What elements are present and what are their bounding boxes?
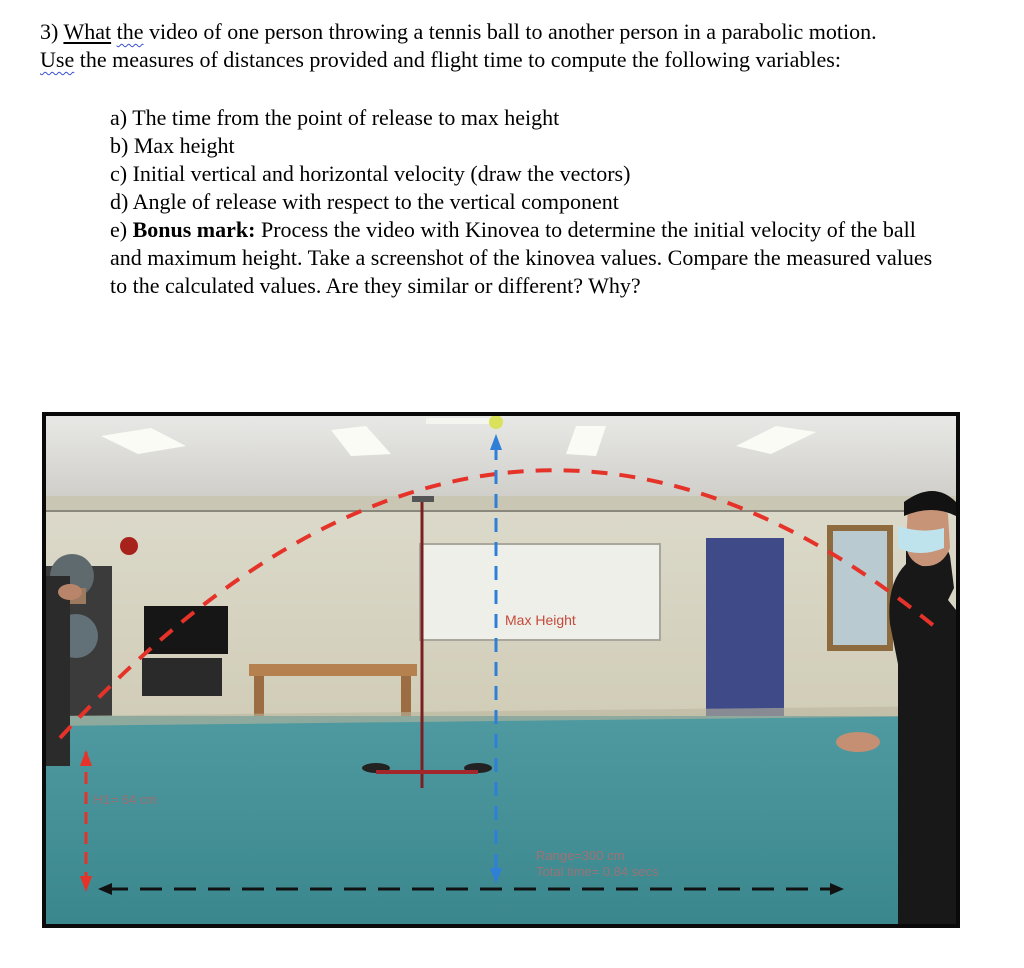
question-line-1-rest: video of one person throwing a tennis ball to another person in a parabolic motion. — [148, 19, 877, 44]
sub-question-e-prefix: e) — [110, 217, 133, 242]
question-block — [40, 18, 1000, 74]
sub-question-a: a) The time from the point of release to max height — [110, 105, 560, 130]
television — [144, 606, 228, 654]
question-word-the: the — [116, 19, 144, 44]
max-height-label: Max Height — [505, 612, 576, 628]
question-line-2 — [40, 46, 1000, 74]
h1-label: H1= 64 cm — [94, 792, 158, 807]
question-number: 3) — [40, 19, 59, 44]
floor — [46, 716, 956, 924]
total-time-label: Total time= 0.84 secs — [536, 864, 659, 879]
sub-question-e — [110, 216, 950, 300]
question-line-1 — [40, 18, 1000, 46]
question-line-2-rest: the measures of distances provided and flight time to compute the following variables: — [79, 47, 841, 72]
fire-alarm-bell — [120, 537, 138, 555]
wooden-bench — [249, 664, 417, 676]
sub-question-c: c) Initial vertical and horizontal velocity (draw the vectors) — [110, 161, 631, 186]
blue-door — [706, 538, 784, 718]
gym-photo — [42, 412, 960, 928]
gym-scene — [46, 416, 956, 924]
ceiling — [46, 416, 956, 496]
thrower — [46, 576, 70, 766]
sub-question-e-text: Process the video with Kinovea to determine the initial velocity of the ball and maximum height. Take a screenshot of the kinovea values. Compare the measured values to the calculated values. Are they similar or different? Why? — [110, 217, 933, 298]
sub-question-b: b) Max height — [110, 133, 235, 158]
sub-question-list — [110, 104, 950, 300]
sub-question-d: d) Angle of release with respect to the vertical component — [110, 189, 619, 214]
question-word-use: Use — [40, 47, 75, 72]
bonus-mark-label: Bonus mark: — [132, 217, 256, 242]
range-label: Range=300 cm — [536, 848, 625, 863]
question-word-what: What — [63, 19, 112, 44]
catcher — [889, 532, 956, 924]
